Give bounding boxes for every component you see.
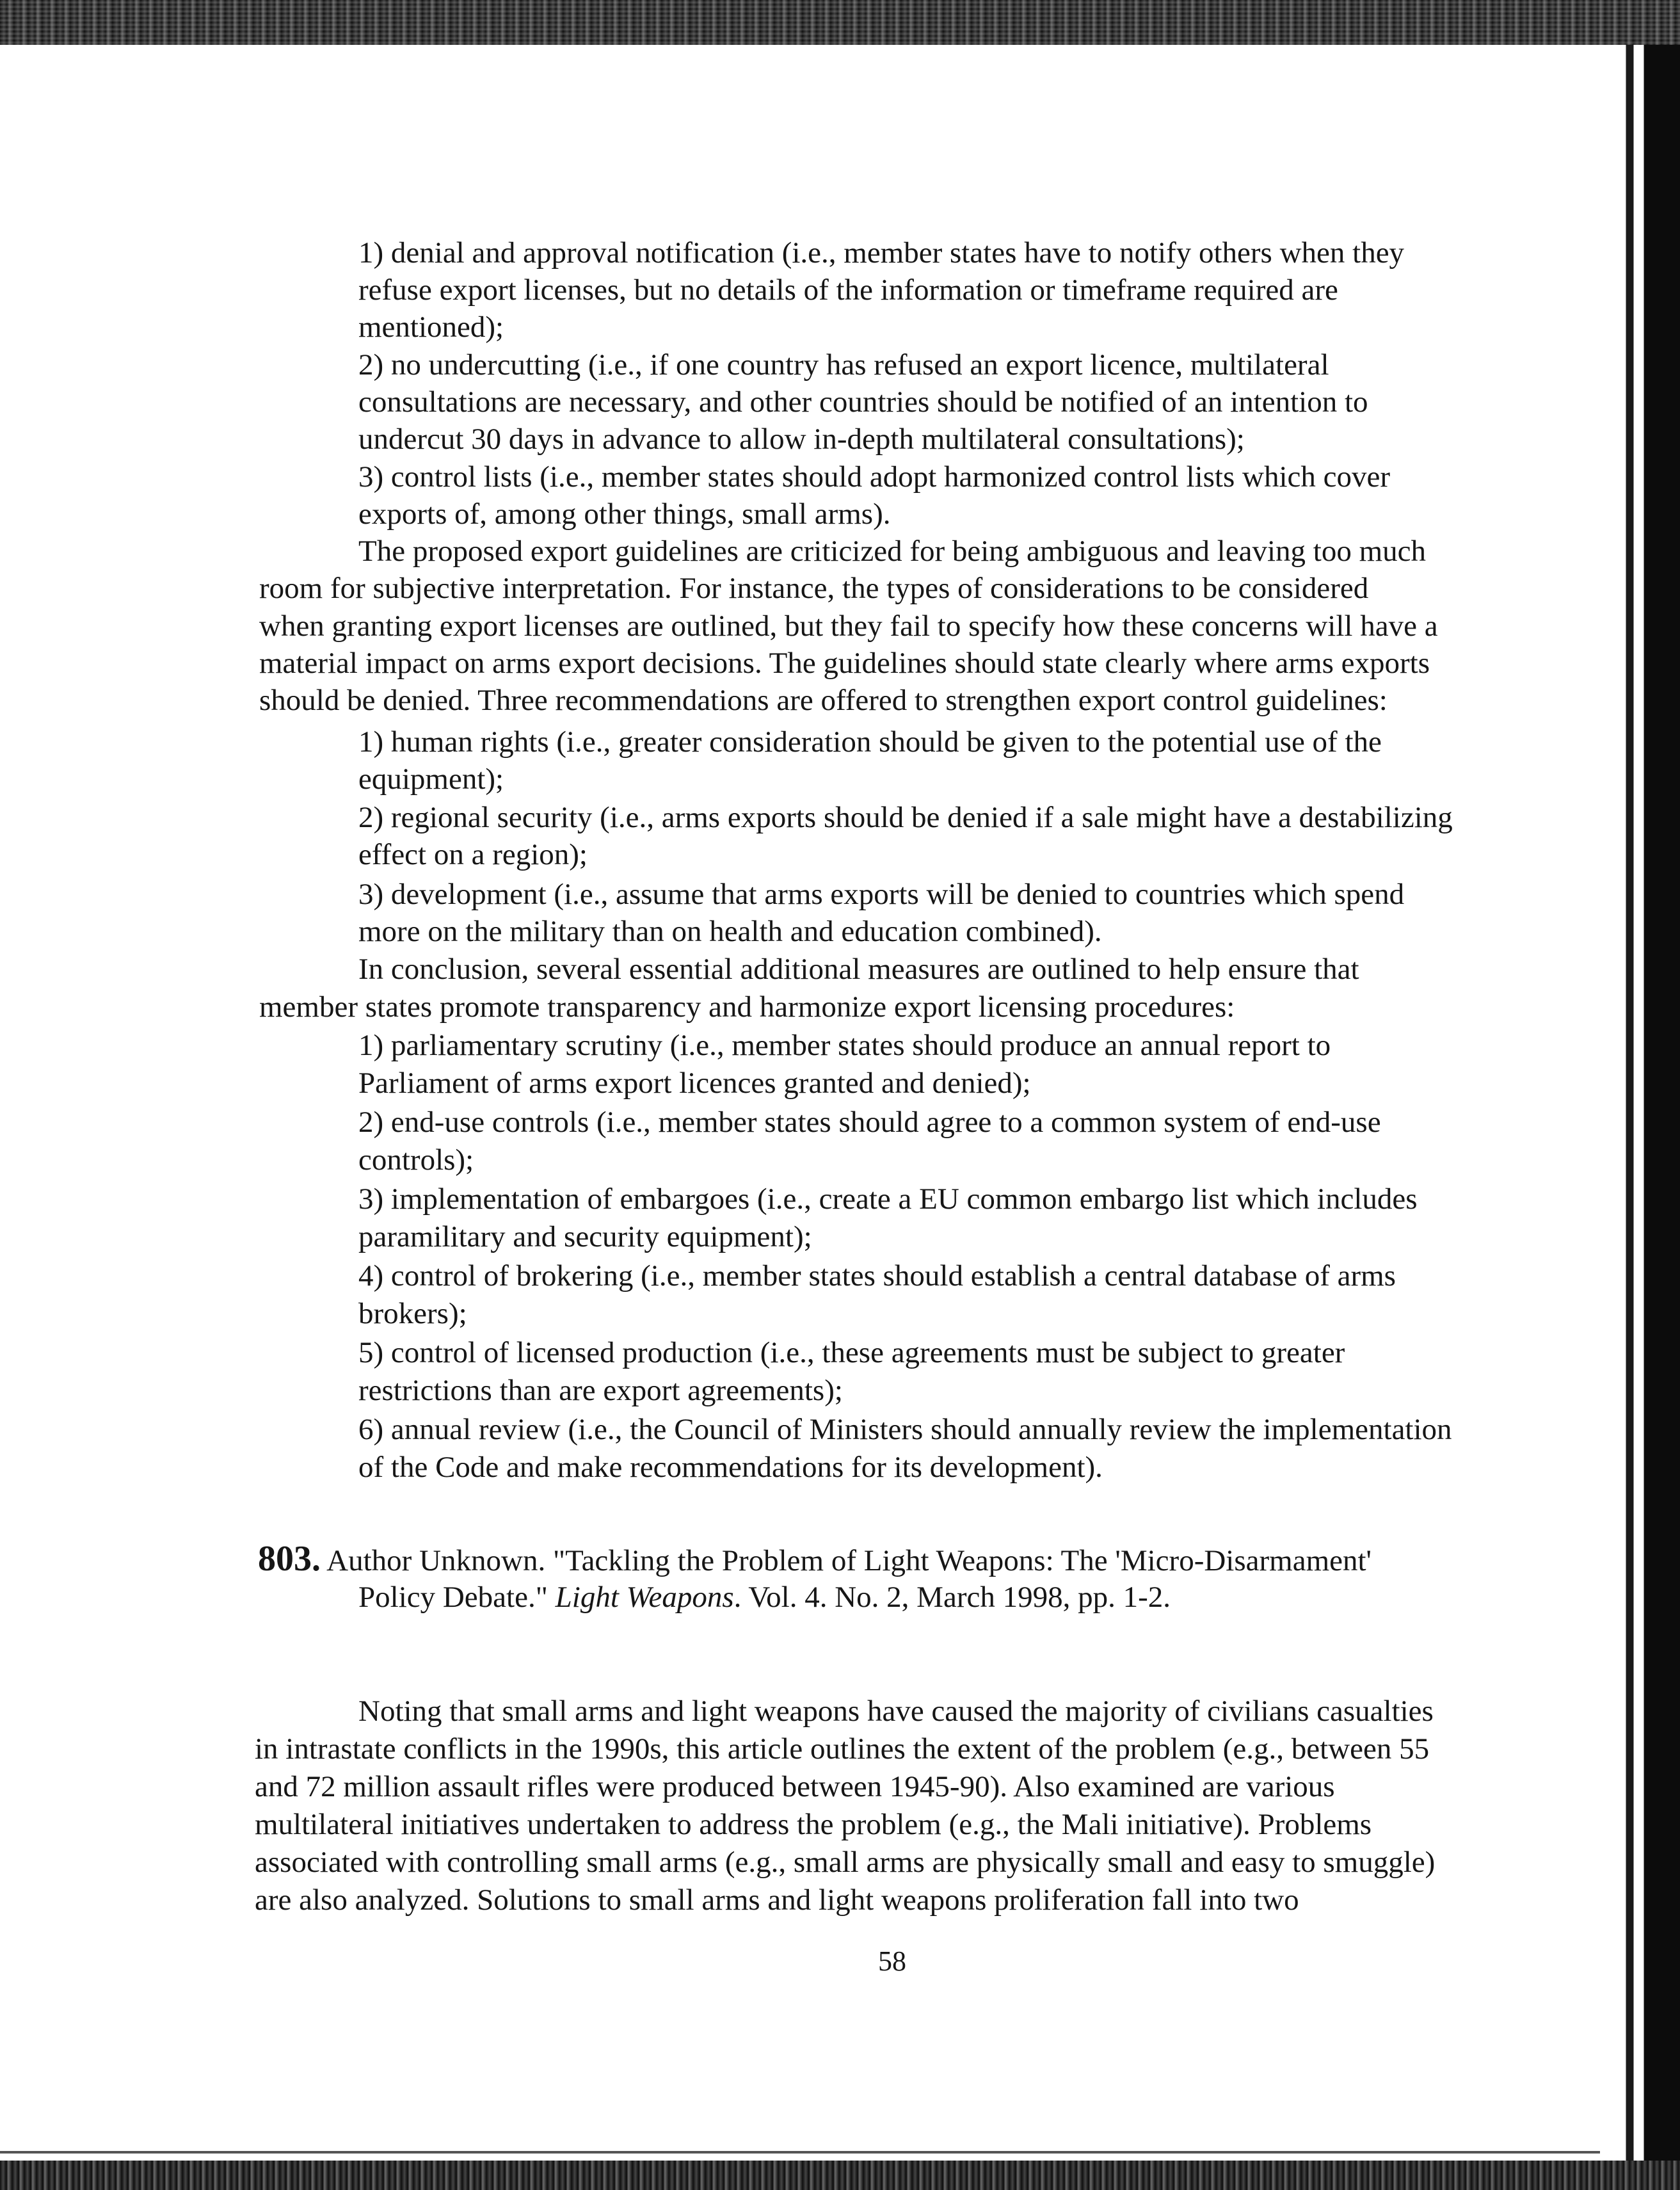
- text-line: room for subjective interpretation. For instance, the types of considerations to be considered: [259, 572, 1369, 605]
- abstract-line: are also analyzed. Solutions to small arms and light weapons proliferation fall into two: [255, 1883, 1299, 1917]
- text-line: 3) control lists (i.e., member states should adopt harmonized control lists which cover: [358, 460, 1390, 494]
- text-line: 3) development (i.e., assume that arms exports will be denied to countries which spend: [358, 878, 1405, 911]
- text-line: paramilitary and security equipment);: [358, 1220, 812, 1253]
- text-line: 4) control of brokering (i.e., member states should establish a central database of arms: [358, 1259, 1396, 1292]
- text-line: mentioned);: [358, 310, 504, 344]
- text-line: equipment);: [358, 762, 504, 796]
- text-line: undercut 30 days in advance to allow in-depth multilateral consultations);: [358, 423, 1245, 456]
- text-line: 6) annual review (i.e., the Council of Ministers should annually review the implementation: [358, 1413, 1452, 1446]
- abstract-line: in intrastate conflicts in the 1990s, this article outlines the extent of the problem (e.g., between 55: [255, 1732, 1430, 1766]
- entry-citation-line-2: [358, 1579, 1171, 1616]
- scan-binding-edge: [1618, 45, 1680, 2161]
- text-line: 1) parliamentary scrutiny (i.e., member states should produce an annual report to: [358, 1029, 1331, 1062]
- text-line: restrictions than are export agreements);: [358, 1374, 843, 1407]
- text-line: should be denied. Three recommendations are offered to strengthen export control guidelines:: [259, 684, 1388, 717]
- entry-citation-text: . Vol. 4. No. 2, March 1998, pp. 1-2.: [733, 1581, 1171, 1614]
- text-line: exports of, among other things, small arms).: [358, 497, 891, 531]
- text-line: In conclusion, several essential additional measures are outlined to help ensure that: [358, 953, 1359, 986]
- text-line: material impact on arms export decisions. The guidelines should state clearly where arms exports: [259, 647, 1430, 680]
- entry-citation-text: Policy Debate.": [358, 1581, 556, 1614]
- text-line: 3) implementation of embargoes (i.e., create a EU common embargo list which includes: [358, 1182, 1418, 1216]
- abstract-line: and 72 million assault rifles were produced between 1945-90). Also examined are various: [255, 1770, 1335, 1803]
- text-line: 1) denial and approval notification (i.e., member states have to notify others when they: [358, 236, 1405, 270]
- text-line: 2) no undercutting (i.e., if one country has refused an export licence, multilateral: [358, 348, 1329, 382]
- journal-title: Light Weapons: [555, 1581, 734, 1614]
- text-line: 2) regional security (i.e., arms exports should be denied if a sale might have a destabilizing: [358, 801, 1453, 834]
- text-line: of the Code and make recommendations for its development).: [358, 1451, 1103, 1484]
- entry-citation-text: Author Unknown. "Tackling the Problem of Light Weapons: The 'Micro-Disarmament': [326, 1544, 1372, 1577]
- page-number: 58: [878, 1945, 906, 1977]
- entry-citation-line-1: [258, 1540, 1372, 1579]
- text-line: brokers);: [358, 1297, 467, 1330]
- text-line: more on the military than on health and education combined).: [358, 915, 1102, 948]
- text-line: 2) end-use controls (i.e., member states should agree to a common system of end-use: [358, 1106, 1381, 1139]
- abstract-line: Noting that small arms and light weapons have caused the majority of civilians casualties: [358, 1695, 1434, 1728]
- entry-number: 803.: [258, 1539, 321, 1579]
- text-line: refuse export licenses, but no details of the information or timeframe required are: [358, 273, 1338, 307]
- text-line: 5) control of licensed production (i.e., these agreements must be subject to greater: [358, 1336, 1345, 1369]
- text-line: 1) human rights (i.e., greater consideration should be given to the potential use of the: [358, 725, 1382, 759]
- text-line: consultations are necessary, and other countries should be notified of an intention to: [358, 385, 1368, 419]
- text-line: Parliament of arms export licences granted and denied);: [358, 1067, 1031, 1100]
- text-line: when granting export licenses are outlined, but they fail to specify how these concerns will have a: [259, 609, 1438, 643]
- abstract-line: associated with controlling small arms (e.g., small arms are physically small and easy to smuggle): [255, 1846, 1436, 1879]
- text-line: controls);: [358, 1143, 474, 1177]
- text-line: The proposed export guidelines are criticized for being ambiguous and leaving too much: [358, 535, 1426, 568]
- text-line: effect on a region);: [358, 838, 588, 871]
- abstract-line: multilateral initiatives undertaken to address the problem (e.g., the Mali initiative). Problems: [255, 1808, 1372, 1841]
- text-line: member states promote transparency and harmonize export licensing procedures:: [259, 990, 1235, 1024]
